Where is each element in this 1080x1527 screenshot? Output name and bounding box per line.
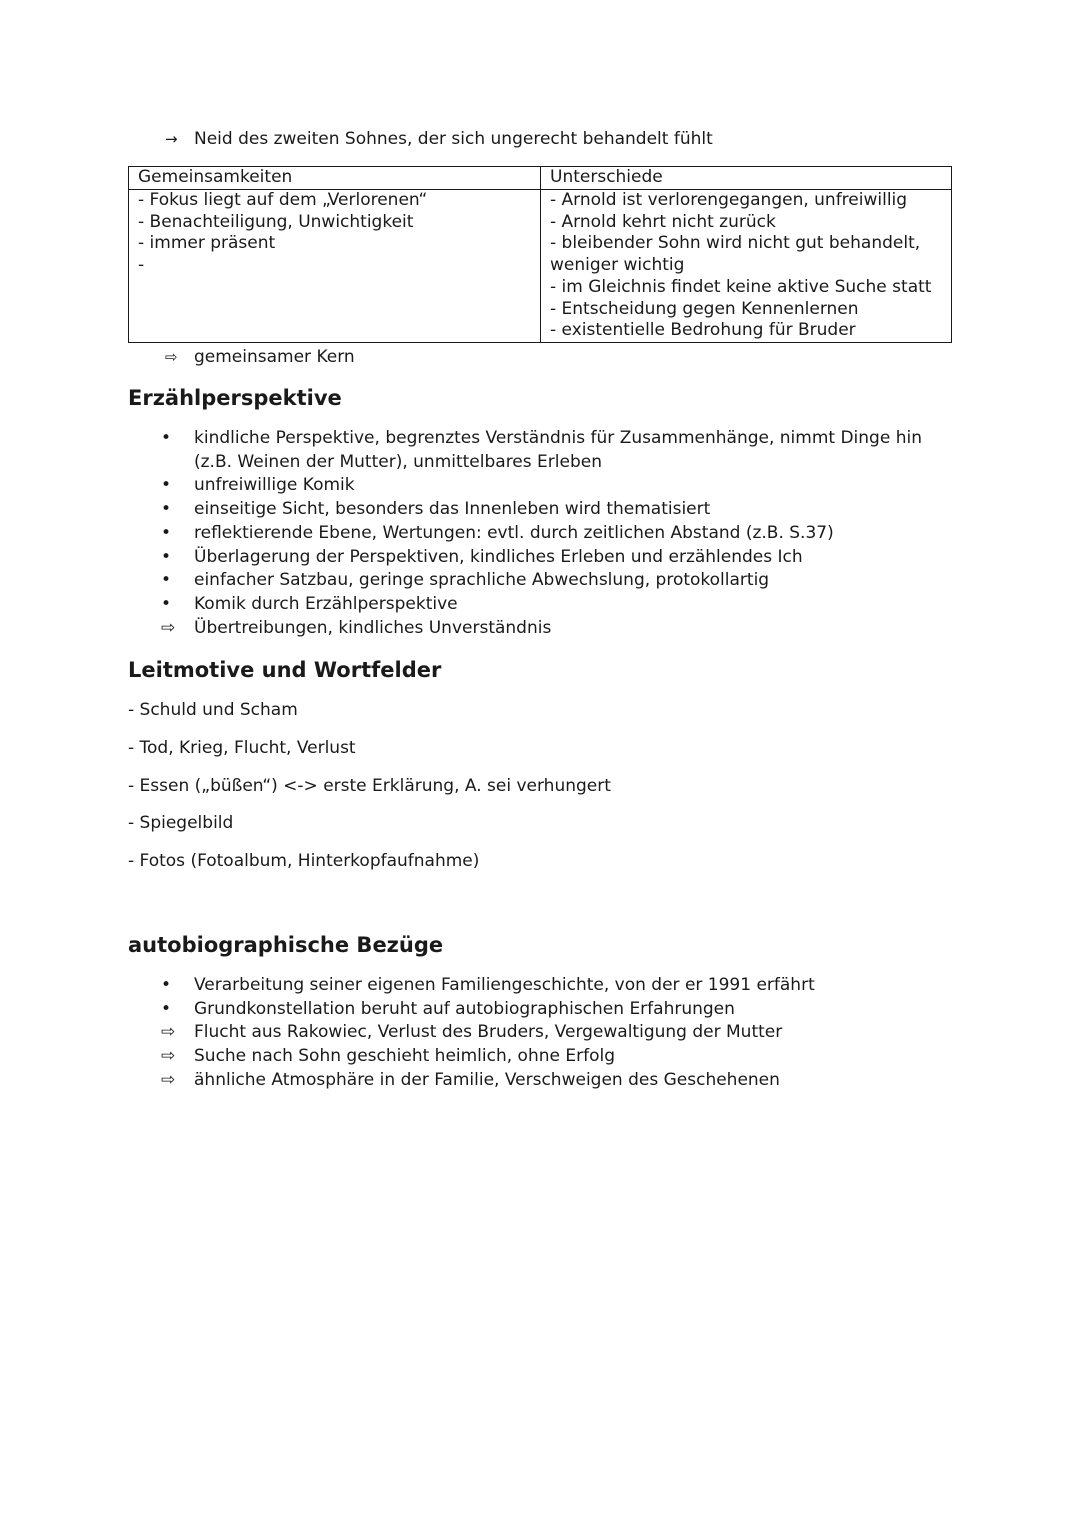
list-item: • reflektierende Ebene, Wertungen: evtl. durch zeitlichen Abstand (z.B. S.37): [161, 522, 961, 546]
hollow-arrow-icon: ⇨: [161, 1022, 176, 1043]
section-title-erzaehlperspektive: Erzählperspektive: [128, 386, 342, 410]
header-unterschiede: Unterschiede: [541, 167, 952, 190]
list-item: - Spiegelbild: [128, 813, 234, 834]
list-item: • Komik durch Erzählperspektive: [161, 593, 961, 617]
list-item: • Überlagerung der Perspektiven, kindliches Erleben und erzählendes Ich: [161, 546, 961, 570]
bullet-icon: •: [161, 975, 172, 995]
list-item: - bleibender Sohn wird nicht gut behandelt, weniger wichtig: [550, 233, 921, 276]
list-item: - Tod, Krieg, Flucht, Verlust: [128, 737, 356, 758]
bullet-icon: •: [161, 475, 172, 496]
gemeinsamkeiten-cell: [129, 190, 541, 343]
list-item: - immer präsent: [138, 233, 276, 254]
list-item: - Fokus liegt auf dem „Verlorenen“: [138, 190, 428, 210]
list-item: - Benachteiligung, Unwichtigkeit: [138, 211, 414, 232]
list-item: - Fotos (Fotoalbum, Hinterkopfaufnahme): [128, 851, 480, 872]
comparison-table: [128, 166, 952, 343]
hollow-arrow-icon: ⇨: [161, 1046, 176, 1067]
list-item: ⇨ ähnliche Atmosphäre in der Familie, Verschweigen des Geschehenen: [161, 1069, 961, 1093]
list-item: • einseitige Sicht, besonders das Innenleben wird thematisiert: [161, 498, 961, 522]
bullet-icon: •: [161, 428, 172, 448]
list-item: • Grundkonstellation beruht auf autobiographischen Erfahrungen: [161, 998, 961, 1022]
list-item: - im Gleichnis findet keine aktive Suche statt: [550, 276, 932, 297]
section-title-leitmotive: Leitmotive und Wortfelder: [128, 658, 442, 682]
table-conclusion: [165, 346, 355, 368]
bullet-icon: •: [161, 593, 172, 614]
list-item: • kindliche Perspektive, begrenztes Verständnis für Zusammenhänge, nimmt Dinge hin (z.B. Weinen der Mutter), unmittelbares Erleben: [161, 428, 922, 472]
list-item: - Essen („büßen“) <-> erste Erklärung, A. sei verhungert: [128, 775, 611, 796]
list-item: • Verarbeitung seiner eigenen Familiengeschichte, von der er 1991 erfährt: [161, 974, 961, 998]
unterschiede-cell: [541, 190, 952, 343]
list-item: ⇨ Flucht aus Rakowiec, Verlust des Bruders, Vergewaltigung der Mutter: [161, 1021, 961, 1045]
list-item: ⇨ Übertreibungen, kindliches Unverständnis: [161, 617, 961, 641]
list-item: • einfacher Satzbau, geringe sprachliche Abwechslung, protokollartig: [161, 569, 961, 593]
autobiographische-list: [161, 974, 961, 1093]
right-arrow-icon: →: [165, 130, 178, 148]
bullet-icon: •: [161, 998, 172, 1019]
list-item: - existentielle Bedrohung für Bruder: [550, 320, 856, 341]
header-gemeinsamkeiten: Gemeinsamkeiten: [129, 167, 541, 190]
bullet-icon: •: [161, 546, 172, 567]
table-header-row: [129, 167, 952, 190]
list-item: - Arnold kehrt nicht zurück: [550, 211, 776, 232]
table-body-row: [129, 190, 952, 343]
hollow-arrow-icon: ⇨: [165, 348, 178, 366]
hollow-arrow-icon: ⇨: [161, 1069, 176, 1090]
bullet-icon: •: [161, 522, 172, 543]
intro-arrow-line: [165, 128, 713, 150]
list-item: - Arnold ist verlorengegangen, unfreiwillig: [550, 190, 908, 210]
list-item: - Schuld und Scham: [128, 700, 298, 720]
list-item: ⇨ Suche nach Sohn geschieht heimlich, ohne Erfolg: [161, 1045, 961, 1069]
bullet-icon: •: [161, 499, 172, 520]
section-title-autobiographische-bezuege: autobiographische Bezüge: [128, 933, 444, 957]
list-item: -: [138, 255, 145, 276]
erzaehlperspektive-list: [161, 427, 961, 640]
list-item: - Entscheidung gegen Kennenlernen: [550, 298, 859, 319]
list-item: • unfreiwillige Komik: [161, 474, 961, 498]
hollow-arrow-icon: ⇨: [161, 617, 176, 638]
bullet-icon: •: [161, 570, 172, 591]
intro-arrow-text: Neid des zweiten Sohnes, der sich ungerecht behandelt fühlt: [194, 129, 713, 149]
table-conclusion-text: gemeinsamer Kern: [194, 347, 355, 367]
leitmotive-list: [128, 699, 611, 888]
